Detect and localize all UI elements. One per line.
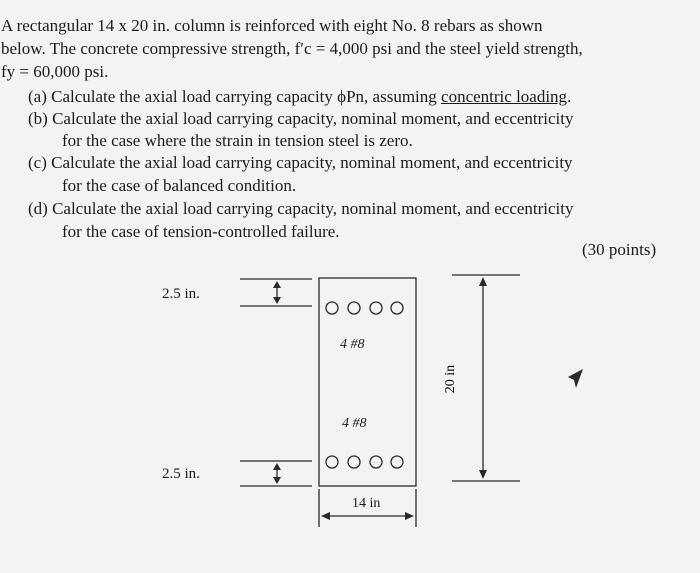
bottom-bars-label: 4 #8 (342, 416, 367, 431)
top-bars-label: 4 #8 (340, 337, 365, 352)
width-arrowhead-right (405, 512, 414, 520)
rebar-bottom-1 (326, 456, 338, 468)
rebar-bottom-4 (391, 456, 403, 468)
part-a-text: (a) Calculate the axial load carrying capacity ϕPn, assuming (28, 87, 442, 106)
part-a-emphasis: concentric loading (441, 87, 568, 106)
width-label: 14 in (352, 496, 381, 511)
rebar-bottom-3 (370, 456, 382, 468)
top-cover-label: 2.5 in. (162, 286, 200, 302)
part-b-line-1: (b) Calculate the axial load carrying capacity, nominal moment, and eccentricity (28, 109, 574, 128)
rebar-top-2 (348, 302, 360, 314)
intro-line-2: below. The concrete compressive strength, f′c = 4,000 psi and the steel yield strength, (1, 39, 583, 58)
bottom-cover-arrowhead-up (273, 463, 281, 470)
part-c-line-1: (c) Calculate the axial load carrying capacity, nominal moment, and eccentricity (28, 153, 573, 172)
top-cover-arrowhead-up (273, 281, 281, 288)
rebar-top-3 (370, 302, 382, 314)
intro-line-3: fy = 60,000 psi. (1, 62, 109, 81)
intro-line-1: A rectangular 14 x 20 in. column is reinforced with eight No. 8 rebars as shown (1, 16, 543, 35)
height-arrowhead-down (479, 470, 487, 479)
width-arrowhead-left (321, 512, 330, 520)
part-a-end: . (567, 87, 572, 106)
rebar-bottom-2 (348, 456, 360, 468)
bottom-cover-label: 2.5 in. (162, 466, 200, 482)
part-d-line-2: for the case of tension-controlled failure. (62, 222, 340, 241)
bottom-cover-arrowhead-down (273, 477, 281, 484)
column-outline (319, 278, 416, 486)
points-label: (30 points) (582, 240, 657, 259)
rebar-top-4 (391, 302, 403, 314)
height-label: 20 in (443, 364, 458, 394)
part-d-line-1: (d) Calculate the axial load carrying capacity, nominal moment, and eccentricity (28, 199, 574, 218)
part-b-line-2: for the case where the strain in tension steel is zero. (62, 131, 413, 150)
top-cover-arrowhead-down (273, 297, 281, 304)
part-c-line-2: for the case of balanced condition. (62, 176, 297, 195)
height-arrowhead-up (479, 277, 487, 286)
rebar-top-1 (326, 302, 338, 314)
cursor-icon (568, 369, 583, 388)
